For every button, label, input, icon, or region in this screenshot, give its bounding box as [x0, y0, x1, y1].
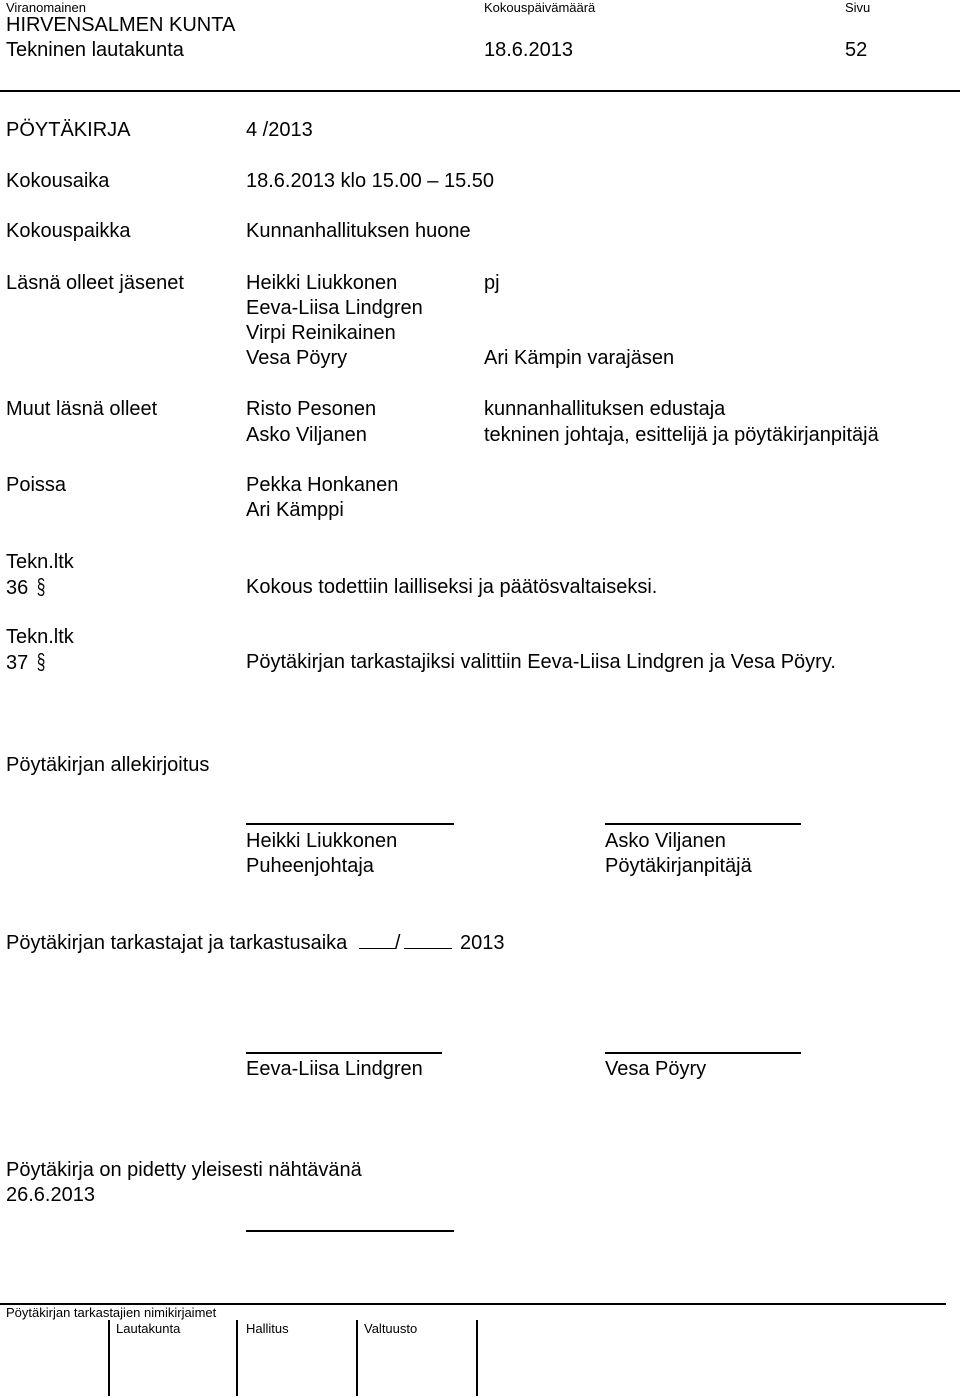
- footer-column-divider: [108, 1320, 110, 1396]
- item-text: Kokous todettiin lailliseksi ja päätösvaltaiseksi.: [246, 576, 658, 598]
- inspector-name: Vesa Pöyry: [605, 1058, 707, 1080]
- meeting-place-label: Kokouspaikka: [6, 220, 131, 242]
- minutes-title-label: PÖYTÄKIRJA: [6, 119, 131, 141]
- header-divider: [0, 90, 960, 92]
- inspection-heading: Pöytäkirjan tarkastajat ja tarkastusaika: [6, 932, 348, 954]
- item-text: Pöytäkirjan tarkastajiksi valittiin Eeva-Liisa Lindgren ja Vesa Pöyry.: [246, 651, 836, 673]
- signature-line-chair: [246, 823, 454, 825]
- section-sign: §: [36, 574, 46, 599]
- signature-line-inspector-2: [605, 1052, 801, 1054]
- header-label-official: Viranomainen: [6, 0, 86, 15]
- item-number: [6, 650, 48, 675]
- inspection-slash: /: [394, 932, 401, 954]
- section-sign: §: [36, 649, 46, 674]
- item-body: Tekn.ltk: [6, 626, 74, 648]
- chair-name: Heikki Liukkonen: [246, 830, 398, 852]
- page-number: 52: [845, 39, 868, 61]
- other-role: kunnanhallituksen edustaja: [484, 398, 726, 420]
- signature-heading: Pöytäkirjan allekirjoitus: [6, 754, 210, 776]
- others-label: Muut läsnä olleet: [6, 398, 158, 420]
- board-name: Tekninen lautakunta: [6, 39, 184, 61]
- signature-line-inspector-1: [246, 1052, 442, 1054]
- item-number: [6, 575, 48, 600]
- meeting-place-value: Kunnanhallituksen huone: [246, 220, 471, 242]
- meeting-time-label: Kokousaika: [6, 170, 110, 192]
- signature-line-secretary: [605, 823, 801, 825]
- item-number-value: 37: [6, 652, 29, 674]
- absent-label: Poissa: [6, 474, 67, 496]
- public-display-text: Pöytäkirja on pidetty yleisesti nähtävänä: [6, 1159, 362, 1181]
- municipality-name: HIRVENSALMEN KUNTA: [6, 14, 236, 36]
- footer-column-label: Hallitus: [246, 1321, 289, 1336]
- absent-name: Pekka Honkanen: [246, 474, 399, 496]
- header-label-date: Kokouspäivämäärä: [484, 0, 596, 15]
- member-name: Vesa Pöyry: [246, 347, 348, 369]
- public-display-date: 26.6.2013: [6, 1184, 95, 1206]
- inspection-heading-line: [6, 930, 504, 955]
- absent-name: Ari Kämppi: [246, 499, 344, 521]
- chair-title: Puheenjohtaja: [246, 855, 374, 877]
- other-name: Asko Viljanen: [246, 424, 367, 446]
- member-name: Virpi Reinikainen: [246, 322, 396, 344]
- member-name: Heikki Liukkonen: [246, 272, 398, 294]
- footer-column-divider: [476, 1320, 478, 1396]
- inspector-name: Eeva-Liisa Lindgren: [246, 1058, 423, 1080]
- item-body: Tekn.ltk: [6, 551, 74, 573]
- secretary-title: Pöytäkirjanpitäjä: [605, 855, 752, 877]
- inspection-day-blank: [359, 930, 395, 949]
- meeting-date: 18.6.2013: [484, 39, 573, 61]
- footer-column-label: Lautakunta: [116, 1321, 181, 1336]
- signature-line-public: [246, 1230, 454, 1232]
- footer-label: Pöytäkirjan tarkastajien nimikirjaimet: [6, 1305, 217, 1320]
- minutes-title-value: 4 /2013: [246, 119, 313, 141]
- meeting-time-value: 18.6.2013 klo 15.00 – 15.50: [246, 170, 494, 192]
- footer-column-divider: [236, 1320, 238, 1396]
- members-label: Läsnä olleet jäsenet: [6, 272, 184, 294]
- member-role: Ari Kämpin varajäsen: [484, 347, 675, 369]
- footer-column-label: Valtuusto: [364, 1321, 418, 1336]
- member-role: pj: [484, 272, 500, 294]
- inspection-month-blank: [404, 930, 452, 949]
- secretary-name: Asko Viljanen: [605, 830, 726, 852]
- item-number-value: 36: [6, 577, 29, 599]
- other-name: Risto Pesonen: [246, 398, 377, 420]
- header-label-page: Sivu: [845, 0, 871, 15]
- member-name: Eeva-Liisa Lindgren: [246, 297, 423, 319]
- inspection-year: 2013: [459, 932, 505, 954]
- other-role: tekninen johtaja, esittelijä ja pöytäkirjanpitäjä: [484, 424, 879, 446]
- footer-column-divider: [356, 1320, 358, 1396]
